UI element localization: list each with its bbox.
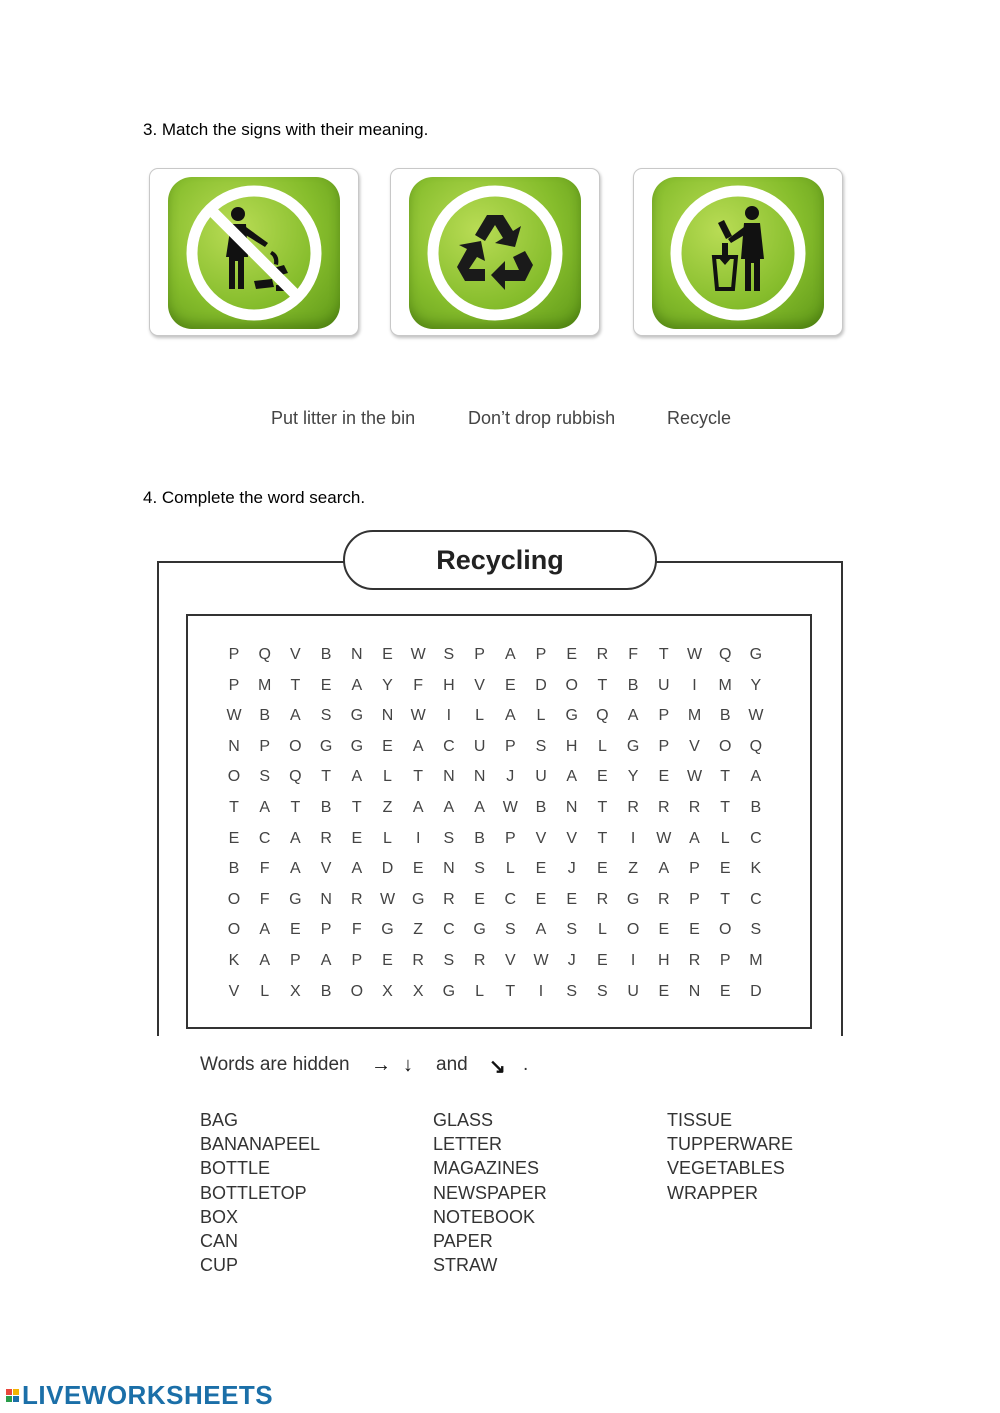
grid-letter[interactable]: A	[320, 952, 332, 969]
grid-letter[interactable]: N	[443, 768, 455, 786]
grid-letter[interactable]: I	[692, 676, 697, 694]
grid-letter[interactable]: E	[719, 982, 731, 1000]
footer-brand[interactable]	[6, 1380, 273, 1411]
liveworksheets-logo-icon	[6, 1389, 19, 1402]
grid-letter[interactable]: Z	[413, 921, 424, 939]
grid-letter[interactable]: C	[443, 921, 455, 939]
grid-letter[interactable]: Z	[628, 860, 638, 878]
grid-letter[interactable]: S	[504, 921, 516, 939]
grid-letter[interactable]: C	[750, 829, 762, 847]
meaning-option[interactable]: Put litter in the bin	[271, 408, 416, 428]
grid-letter[interactable]: T	[229, 799, 239, 816]
grid-letter[interactable]: E	[382, 646, 393, 663]
grid-letter[interactable]: T	[720, 799, 731, 816]
grid-letter[interactable]: P	[228, 676, 240, 694]
grid-letter[interactable]: L	[597, 737, 607, 755]
grid-letter[interactable]: G	[381, 921, 394, 939]
grid-letter[interactable]: E	[320, 676, 332, 694]
grid-letter[interactable]: N	[688, 982, 701, 1000]
word-list-item: WRAPPER	[667, 1182, 759, 1203]
grid-letter[interactable]: M	[718, 676, 732, 694]
grid-letter[interactable]: I	[630, 952, 636, 969]
grid-letter[interactable]: S	[566, 982, 578, 1000]
grid-letter[interactable]: A	[566, 768, 578, 786]
grid-letter[interactable]: A	[259, 921, 271, 939]
hint-period: .	[523, 1054, 529, 1075]
grid-letter[interactable]: E	[658, 921, 670, 939]
hint-and-text: and	[436, 1054, 468, 1075]
grid-letter[interactable]: R	[412, 952, 424, 969]
grid-letter[interactable]: S	[597, 982, 608, 1000]
grid-letter[interactable]: A	[627, 707, 639, 725]
arrow-right-icon: →	[371, 1054, 391, 1076]
grid-letter[interactable]: W	[686, 768, 703, 786]
grid-letter[interactable]: D	[535, 676, 547, 694]
grid-letter[interactable]: G	[626, 890, 640, 908]
grid-letter[interactable]: E	[351, 829, 363, 847]
grid-letter[interactable]: E	[719, 860, 731, 878]
grid-letter[interactable]: V	[320, 860, 332, 878]
puzzle-frame-right	[841, 561, 843, 1036]
grid-letter[interactable]: R	[596, 646, 609, 663]
grid-letter[interactable]: W	[686, 646, 703, 663]
grid-letter[interactable]: L	[720, 829, 730, 847]
grid-letter[interactable]: E	[597, 768, 608, 786]
grid-letter[interactable]: P	[228, 646, 240, 663]
grid-letter[interactable]: Q	[749, 737, 763, 755]
word-list-item: BANANAPEEL	[200, 1134, 321, 1155]
grid-letter[interactable]: A	[290, 707, 301, 725]
grid-letter[interactable]: N	[473, 768, 486, 786]
grid-letter[interactable]: C	[258, 829, 271, 847]
word-list-item: TISSUE	[667, 1110, 733, 1130]
grid-letter[interactable]: R	[688, 952, 701, 969]
word-list-item: CAN	[200, 1230, 239, 1251]
grid-letter[interactable]: A	[750, 768, 762, 786]
grid-letter[interactable]: B	[474, 829, 485, 847]
grid-letter[interactable]: B	[719, 707, 731, 725]
grid-letter[interactable]: R	[351, 890, 363, 908]
grid-letter[interactable]: P	[259, 737, 271, 755]
grid-letter[interactable]: T	[290, 676, 301, 694]
grid-letter[interactable]: P	[351, 952, 363, 969]
grid-letter[interactable]: A	[290, 860, 301, 878]
word-list-item: PAPER	[433, 1230, 493, 1251]
grid-letter[interactable]: P	[719, 952, 731, 969]
grid-letter[interactable]: E	[566, 646, 578, 663]
grid-letter[interactable]: T	[597, 676, 608, 694]
grid-letter[interactable]: A	[504, 707, 516, 725]
grid-letter[interactable]: K	[750, 860, 762, 878]
grid-letter[interactable]: A	[351, 676, 363, 694]
grid-letter[interactable]: G	[442, 982, 456, 1000]
grid-letter[interactable]: V	[535, 829, 547, 847]
grid-letter[interactable]: T	[321, 768, 331, 786]
grid-letter[interactable]: V	[504, 952, 516, 969]
grid-letter[interactable]: F	[351, 921, 362, 939]
grid-letter[interactable]: A	[351, 768, 363, 786]
puzzle-frame-top-right	[655, 561, 843, 563]
meaning-option[interactable]: Recycle	[667, 408, 732, 428]
grid-letter[interactable]: T	[720, 768, 731, 786]
grid-letter[interactable]: E	[689, 921, 700, 939]
word-list-item: MAGAZINES	[433, 1158, 540, 1179]
grid-letter[interactable]: E	[228, 829, 240, 847]
grid-letter[interactable]: E	[597, 952, 608, 969]
grid-letter[interactable]: E	[535, 860, 547, 878]
grid-letter[interactable]: Y	[382, 676, 393, 694]
grid-letter[interactable]: B	[627, 676, 639, 694]
grid-letter[interactable]: G	[565, 707, 578, 725]
grid-letter[interactable]: L	[505, 860, 515, 878]
grid-letter[interactable]: T	[597, 829, 608, 847]
grid-letter[interactable]: O	[350, 982, 364, 1000]
grid-letter[interactable]: I	[630, 829, 636, 847]
meaning-option[interactable]: Don’t drop rubbish	[468, 408, 616, 428]
grid-letter[interactable]: R	[658, 799, 670, 816]
grid-letter[interactable]: M	[749, 952, 763, 969]
word-list-item: TUPPERWARE	[667, 1134, 794, 1155]
word-list-column-3	[667, 1110, 793, 1207]
word-list-item: GLASS	[433, 1110, 494, 1130]
grid-letter[interactable]: A	[504, 646, 516, 663]
grid-letter[interactable]: H	[443, 676, 455, 694]
grid-letter[interactable]: Q	[596, 707, 609, 725]
grid-letter[interactable]: P	[658, 737, 670, 755]
word-list-item: LETTER	[433, 1134, 503, 1155]
grid-letter[interactable]: Q	[718, 646, 732, 663]
grid-letter[interactable]: G	[319, 737, 333, 755]
grid-letter[interactable]: N	[443, 860, 455, 878]
word-list-item: BAG	[200, 1110, 239, 1130]
arrow-down-icon: ↓	[403, 1054, 413, 1076]
grid-letter[interactable]: A	[474, 799, 485, 816]
grid-letter[interactable]: S	[259, 768, 271, 786]
grid-letter[interactable]: N	[381, 707, 394, 725]
grid-letter[interactable]: P	[689, 860, 700, 878]
grid-letter[interactable]: N	[320, 890, 332, 908]
grid-letter[interactable]: R	[658, 890, 670, 908]
no-littering-icon	[168, 177, 340, 329]
grid-letter[interactable]: I	[538, 982, 544, 1000]
grid-letter[interactable]: U	[627, 982, 639, 1000]
grid-letter[interactable]: O	[718, 737, 732, 755]
grid-letter[interactable]: P	[504, 829, 516, 847]
grid-letter[interactable]: A	[259, 799, 271, 816]
grid-letter[interactable]: Q	[258, 646, 271, 663]
litter-in-bin-icon	[652, 177, 824, 329]
grid-letter[interactable]: S	[535, 737, 547, 755]
word-list-item: VEGETABLES	[667, 1158, 785, 1179]
grid-letter[interactable]: W	[502, 799, 518, 816]
grid-letter[interactable]: P	[504, 737, 516, 755]
grid-letter[interactable]: W	[379, 890, 396, 908]
grid-letter[interactable]: Q	[289, 768, 302, 786]
grid-letter[interactable]: J	[506, 768, 515, 786]
grid-letter[interactable]: A	[351, 860, 363, 878]
puzzle-frame-left	[157, 561, 159, 1036]
grid-letter[interactable]: I	[415, 829, 421, 847]
grid-letter[interactable]: O	[626, 921, 640, 939]
grid-letter[interactable]: D	[750, 982, 762, 1000]
grid-letter[interactable]: S	[566, 921, 578, 939]
grid-letter[interactable]: Y	[627, 768, 639, 786]
grid-letter[interactable]: E	[597, 860, 608, 878]
grid-letter[interactable]: T	[720, 890, 731, 908]
grid-letter[interactable]: A	[443, 799, 455, 816]
word-list-item: NEWSPAPER	[433, 1182, 547, 1203]
grid-letter[interactable]: S	[474, 860, 485, 878]
sign-card-litter-in-bin[interactable]	[633, 168, 843, 336]
grid-letter[interactable]: G	[749, 646, 763, 663]
grid-letter[interactable]: R	[596, 890, 609, 908]
grid-letter[interactable]: P	[290, 952, 301, 969]
word-list-column-1	[200, 1110, 320, 1279]
grid-letter[interactable]: E	[290, 921, 301, 939]
grid-letter[interactable]: O	[289, 737, 302, 755]
grid-letter[interactable]: A	[412, 737, 424, 755]
grid-letter[interactable]: N	[228, 737, 240, 755]
grid-letter[interactable]: P	[320, 921, 332, 939]
grid-letter[interactable]: O	[718, 921, 732, 939]
grid-letter[interactable]: Z	[382, 799, 393, 816]
word-search-grid[interactable]	[186, 614, 812, 1029]
grid-letter[interactable]: F	[259, 890, 270, 908]
grid-letter[interactable]: B	[535, 799, 547, 816]
grid-letter[interactable]: L	[597, 921, 607, 939]
grid-letter[interactable]: A	[689, 829, 700, 847]
sign-card-no-littering[interactable]	[149, 168, 359, 336]
grid-letter[interactable]: V	[689, 737, 700, 755]
word-list-item: STRAW	[433, 1255, 498, 1276]
grid-letter[interactable]: N	[565, 799, 578, 816]
grid-letter[interactable]: R	[443, 890, 455, 908]
section-3-title: 3. Match the signs with their meaning.	[143, 120, 429, 139]
grid-letter[interactable]: B	[320, 646, 332, 663]
word-list-item: CUP	[200, 1255, 239, 1276]
grid-letter[interactable]: X	[290, 982, 301, 1000]
grid-letter[interactable]: R	[320, 829, 332, 847]
grid-letter[interactable]: S	[443, 646, 455, 663]
grid-letter[interactable]: N	[351, 646, 363, 663]
logo-square	[6, 1389, 12, 1395]
grid-letter[interactable]: J	[567, 860, 576, 878]
grid-letter[interactable]: U	[473, 737, 486, 755]
grid-letter[interactable]: B	[228, 860, 240, 878]
grid-letter[interactable]: E	[658, 768, 670, 786]
grid-letter[interactable]: B	[320, 982, 332, 1000]
word-list-item: BOX	[200, 1206, 239, 1227]
grid-letter[interactable]: E	[412, 860, 424, 878]
grid-letter[interactable]: H	[565, 737, 578, 755]
grid-letter[interactable]: E	[474, 890, 485, 908]
grid-letter[interactable]: P	[535, 646, 547, 663]
grid-letter[interactable]: Y	[750, 676, 762, 694]
grid-letter[interactable]: R	[473, 952, 486, 969]
grid-letter[interactable]: G	[350, 707, 364, 725]
grid-letter[interactable]: B	[320, 799, 332, 816]
grid-letter[interactable]: F	[628, 646, 638, 663]
grid-letter[interactable]: C	[750, 890, 762, 908]
logo-square	[13, 1396, 19, 1402]
grid-letter[interactable]: H	[658, 952, 670, 969]
logo-square	[13, 1389, 19, 1395]
grid-letter[interactable]: E	[658, 982, 670, 1000]
hint-text: Words are hidden	[200, 1054, 350, 1075]
grid-letter[interactable]: X	[382, 982, 393, 1000]
grid-letter[interactable]: R	[688, 799, 701, 816]
grid-letter[interactable]: S	[750, 921, 762, 939]
grid-letter[interactable]: K	[228, 952, 240, 969]
grid-letter[interactable]: W	[226, 707, 242, 725]
arrow-diagonal-icon: ↘	[489, 1056, 506, 1078]
grid-letter[interactable]: G	[350, 737, 364, 755]
grid-letter[interactable]: B	[750, 799, 762, 816]
grid-letter[interactable]: M	[687, 707, 702, 725]
word-list-item: BOTTLE	[200, 1158, 271, 1179]
grid-letter[interactable]: E	[535, 890, 547, 908]
grid-letter[interactable]: T	[351, 799, 362, 816]
grid-letter[interactable]: T	[658, 646, 669, 663]
grid-letter[interactable]: G	[411, 890, 425, 908]
grid-letter[interactable]: L	[536, 707, 546, 725]
grid-letter[interactable]: P	[474, 646, 485, 663]
recycle-icon	[409, 177, 581, 329]
grid-letter[interactable]: G	[626, 737, 640, 755]
grid-letter[interactable]: S	[443, 952, 455, 969]
grid-letter[interactable]: M	[258, 676, 272, 694]
grid-letter[interactable]: G	[289, 890, 302, 908]
grid-letter[interactable]: L	[383, 768, 392, 786]
grid-letter[interactable]: W	[410, 646, 426, 663]
grid-letter[interactable]: W	[410, 707, 426, 725]
grid-letter[interactable]: P	[658, 707, 670, 725]
grid-letter[interactable]: S	[320, 707, 332, 725]
grid-letter[interactable]: L	[383, 829, 392, 847]
grid-letter[interactable]: T	[505, 982, 516, 1000]
grid-letter[interactable]: S	[443, 829, 455, 847]
grid-letter[interactable]: C	[504, 890, 517, 908]
word-list-item: BOTTLETOP	[200, 1182, 307, 1203]
grid-letter[interactable]: I	[446, 707, 452, 725]
grid-letter[interactable]: D	[381, 860, 394, 878]
section-4-title: 4. Complete the word search.	[143, 488, 366, 507]
grid-letter[interactable]: A	[290, 829, 301, 847]
grid-letter[interactable]: C	[443, 737, 455, 755]
word-list-item: NOTEBOOK	[433, 1206, 536, 1227]
grid-letter[interactable]: V	[290, 646, 301, 663]
grid-letter[interactable]: G	[473, 921, 486, 939]
grid-letter[interactable]: A	[658, 860, 670, 878]
grid-letter[interactable]: L	[475, 707, 485, 725]
grid-letter[interactable]: R	[627, 799, 639, 816]
word-list-column-2	[433, 1110, 547, 1279]
brand-name: LIVEWORKSHEETS	[22, 1380, 274, 1410]
sign-card-recycle[interactable]	[390, 168, 600, 336]
puzzle-title: Recycling	[343, 530, 657, 590]
grid-letter[interactable]: F	[413, 676, 424, 694]
grid-letter[interactable]: E	[382, 737, 393, 755]
grid-letter[interactable]: V	[474, 676, 485, 694]
grid-letter[interactable]: U	[658, 676, 670, 694]
grid-letter[interactable]: T	[290, 799, 301, 816]
grid-letter[interactable]: A	[535, 921, 547, 939]
grid-letter[interactable]: T	[597, 799, 608, 816]
grid-letter[interactable]: L	[475, 982, 485, 1000]
grid-letter[interactable]: F	[259, 860, 270, 878]
puzzle-frame-top-left	[157, 561, 345, 563]
grid-letter[interactable]: W	[748, 707, 764, 725]
grid-letter[interactable]: A	[412, 799, 424, 816]
grid-letter[interactable]: P	[689, 890, 700, 908]
grid-letter[interactable]: T	[413, 768, 424, 786]
grid-letter[interactable]: V	[228, 982, 240, 1000]
grid-letter[interactable]: A	[259, 952, 271, 969]
grid-letter[interactable]: W	[533, 952, 549, 969]
grid-letter[interactable]: L	[260, 982, 270, 1000]
grid-letter[interactable]: W	[656, 829, 672, 847]
grid-letter[interactable]: V	[566, 829, 578, 847]
grid-letter[interactable]: E	[504, 676, 516, 694]
logo-square	[6, 1396, 12, 1402]
grid-letter[interactable]: X	[412, 982, 424, 1000]
grid-letter[interactable]: O	[227, 890, 241, 908]
grid-letter[interactable]: O	[565, 676, 578, 694]
grid-letter[interactable]: U	[535, 768, 547, 786]
grid-letter[interactable]: J	[567, 952, 576, 969]
grid-letter[interactable]: B	[259, 707, 271, 725]
grid-letter[interactable]: E	[382, 952, 393, 969]
grid-letter[interactable]: E	[566, 890, 578, 908]
grid-letter[interactable]: O	[227, 768, 241, 786]
grid-letter[interactable]: O	[227, 921, 241, 939]
